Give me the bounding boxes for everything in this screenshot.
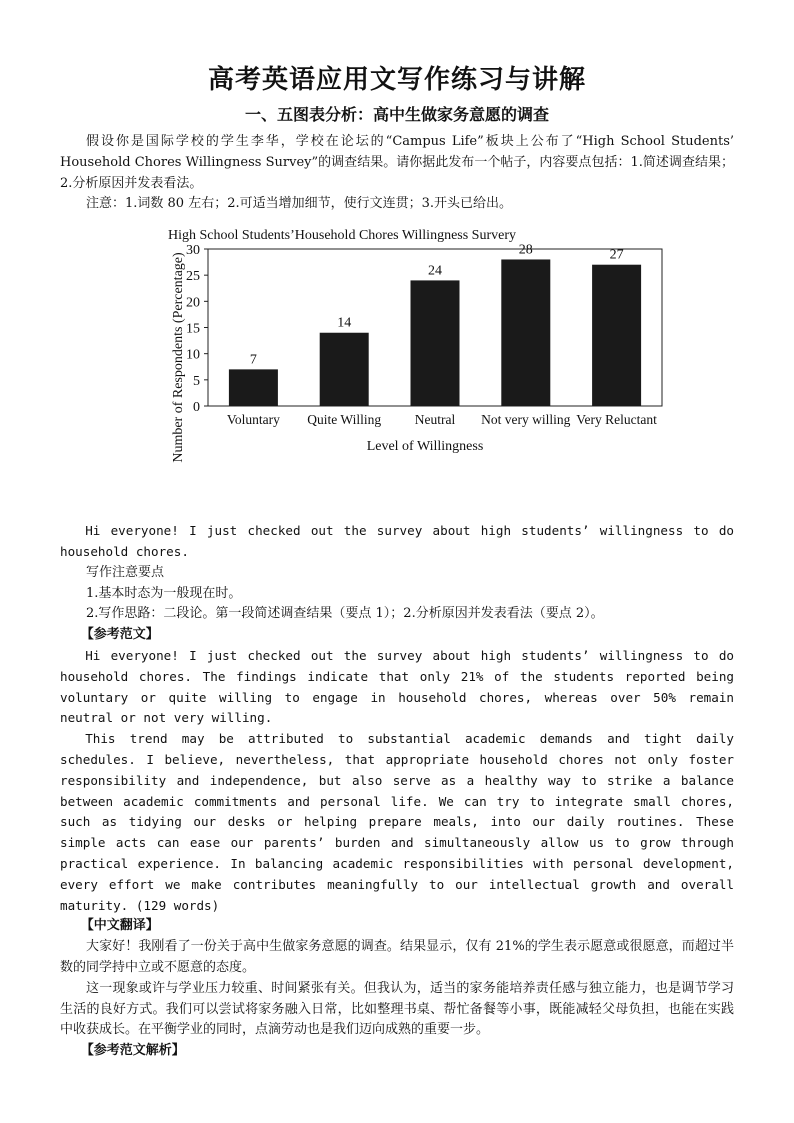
opening-sentence: Hi everyone! I just checked out the survey about high students’ willingness to do household chores. bbox=[60, 523, 734, 559]
y-tick-label: 25 bbox=[186, 269, 200, 285]
model-paragraph-1: Hi everyone! I just checked out the survey about high students’ willingness to do household chores. The findings indicate that only 21% of the students reported being voluntary or quite willing to engage in household chores, whereas over 50% remain neutral or not very willing. bbox=[60, 647, 734, 726]
document-page bbox=[60, 60, 734, 1062]
section-title: 一、五图表分析：高中生做家务意愿的调查 bbox=[244, 105, 549, 124]
bar bbox=[411, 281, 460, 407]
translation-heading: 【中文翻译】 bbox=[80, 918, 159, 934]
x-tick-label: Not very willing bbox=[481, 412, 571, 428]
analysis-heading: 【参考范文解析】 bbox=[80, 1043, 185, 1059]
bar-data-label: 7 bbox=[249, 352, 257, 368]
model-heading: 【参考范文】 bbox=[80, 627, 159, 643]
y-tick-label: 10 bbox=[186, 347, 200, 363]
note-item-1: 1.基本时态为一般现在时。 bbox=[86, 585, 242, 601]
translation-paragraph-1: 大家好！我刚看了一份关于高中生做家务意愿的调查。结果显示，仅有 21%的学生表示愿意或很愿意，而超过半数的同学持中立或不愿意的态度。 bbox=[60, 939, 734, 975]
translation-paragraph-2: 这一现象或许与学业压力较重、时间紧张有关。但我认为，适当的家务能培养责任感与独立能力，也是调节学习生活的良好方式。我们可以尝试将家务融入日常，比如整理书桌、帮忙备餐等小事，既能减轻父母负担，也能在实践中收获成长。在平衡学业的同时，点滴劳动也是我们迈向成熟的重要一步。 bbox=[60, 980, 734, 1038]
chart-title: High School Students’Household Chores Willingness Survery bbox=[168, 228, 516, 244]
note-item-2: 2.写作思路：二段论。第一段简述调查结果（要点 1）；2.分析原因并发表看法（要点 2）。 bbox=[86, 606, 604, 622]
bar bbox=[592, 265, 641, 406]
task-prompt: 假设你是国际学校的学生李华，学校在论坛的“Campus Life”板块上公布了“High School Students’ Household Chores Willingness Survey”的调查结果。请你据此发布一个帖子，内容要点包括：1.简述调查结果；2.分析原因并发表看法。 bbox=[60, 134, 734, 191]
y-tick-label: 20 bbox=[186, 295, 200, 311]
y-tick-label: 15 bbox=[186, 321, 200, 337]
bar-data-label: 27 bbox=[609, 247, 624, 263]
task-requirements: 注意：1.词数 80 左右；2.可适当增加细节，使行文连贯；3.开头已给出。 bbox=[86, 196, 513, 212]
bar bbox=[501, 260, 550, 407]
x-tick-label: Neutral bbox=[414, 412, 456, 428]
x-tick-label: Quite Willing bbox=[307, 412, 382, 428]
y-tick-label: 30 bbox=[186, 243, 200, 259]
x-axis-label: Level of Willingness bbox=[366, 439, 484, 455]
y-tick-label: 0 bbox=[193, 400, 200, 416]
y-tick-label: 5 bbox=[193, 374, 200, 390]
x-tick-label: Voluntary bbox=[226, 412, 280, 428]
bar-data-label: 24 bbox=[428, 263, 442, 279]
page-title: 高考英语应用文写作练习与讲解 bbox=[207, 65, 586, 95]
bar-data-label: 14 bbox=[337, 315, 352, 331]
bar bbox=[229, 370, 278, 407]
model-paragraph-2: This trend may be attributed to substantial academic demands and tight daily schedules. I believe, nevertheless, that appropriate household chores not only foster responsibility and independence, but also serve as a healthy way to strike a balance between academic commitments and personal life. We can try to integrate small chores, such as tidying our desks or helping prepare meals, into our daily routines. These simple acts can ease our parents’ burden and simultaneously allow us to grow through practical experience. In balancing academic responsibilities with personal development, every effort we make contributes meaningfully to our intellectual growth and overall maturity. (129 words) bbox=[60, 731, 734, 913]
notes-heading: 写作注意要点 bbox=[86, 564, 165, 580]
y-axis-label: Number of Respondents (Percentage) bbox=[171, 252, 186, 463]
chart-svg bbox=[110, 221, 670, 511]
bar-chart bbox=[60, 221, 734, 511]
x-tick-label: Very Reluctant bbox=[576, 412, 657, 428]
bar bbox=[320, 333, 369, 406]
bar-data-label: 28 bbox=[518, 242, 533, 258]
